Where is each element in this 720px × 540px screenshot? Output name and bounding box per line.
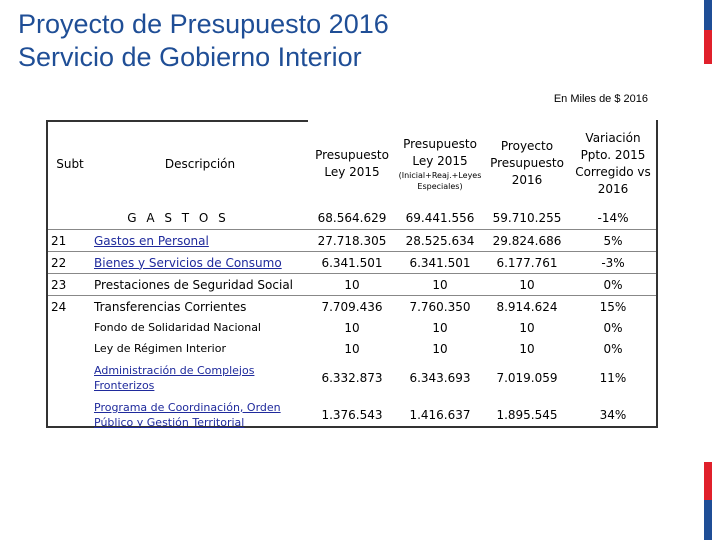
- subrow-desc-link[interactable]: Administración de Complejos Fronterizos: [94, 363, 255, 392]
- row-proyecto: 29.824.686: [484, 230, 570, 252]
- col-header-ley2015aj-line2: Ley 2015: [412, 153, 468, 168]
- col-header-variacion: [570, 121, 656, 206]
- col-header-ley2015-line2: Ley 2015: [324, 164, 380, 179]
- row-subt: 24: [51, 299, 67, 314]
- row-variacion: 15%: [599, 299, 627, 314]
- row-variacion: -3%: [570, 252, 656, 274]
- row-desc: Prestaciones de Seguridad Social: [92, 274, 308, 296]
- row-desc-link[interactable]: Bienes y Servicios de Consumo: [92, 252, 308, 274]
- row-desc-link[interactable]: Gastos en Personal: [92, 230, 308, 252]
- subrow-desc: Ley de Régimen Interior: [94, 342, 226, 355]
- col-header-ley2015-ajustado: [396, 121, 484, 206]
- col-header-proyecto-line2: Presupuesto: [490, 156, 564, 170]
- flag-stripe-blue-top: [704, 0, 712, 30]
- page-title: [18, 8, 389, 74]
- col-header-ley2015-line1: Presupuesto: [315, 147, 389, 162]
- table-row-total: [48, 206, 656, 230]
- subrow-proyecto: 7.019.059: [496, 370, 558, 385]
- col-header-var-line1: Variación: [585, 130, 641, 145]
- table-row: [48, 274, 656, 296]
- total-ley2015: 68.564.629: [308, 206, 396, 230]
- subrow-desc: Fondo de Solidaridad Nacional: [94, 321, 261, 334]
- subrow-ley2015: 10: [344, 341, 360, 356]
- subrow-desc-link[interactable]: Programa de Coordinación, Orden Público y Gestión Territorial: [94, 400, 281, 429]
- subrow-ley2015aj: 1.416.637: [409, 407, 471, 422]
- subrow-ley2015aj: 10: [432, 341, 448, 356]
- subrow-proyecto: 1.895.545: [496, 407, 558, 422]
- row-ley2015: 10: [308, 274, 396, 296]
- subrow-ley2015: 10: [344, 320, 360, 335]
- col-header-var-line3: Corregido vs: [575, 164, 651, 179]
- row-subt: 21: [48, 230, 92, 252]
- total-label: G A S T O S: [48, 206, 308, 230]
- table-subrow: [48, 359, 656, 396]
- table-subrow: [48, 396, 656, 433]
- subrow-subt-empty: [48, 396, 92, 433]
- table-header-row: [48, 121, 656, 206]
- subrow-subt-empty: [48, 359, 92, 396]
- row-proyecto: 6.177.761: [484, 252, 570, 274]
- total-variacion: -14%: [570, 206, 656, 230]
- subrow-ley2015aj: 6.343.693: [409, 370, 471, 385]
- row-proyecto: 10: [484, 274, 570, 296]
- subrow-proyecto: 10: [519, 320, 535, 335]
- row-ley2015: 7.709.436: [321, 299, 383, 314]
- row-ley2015aj: 6.341.501: [396, 252, 484, 274]
- col-header-desc: Descripción: [92, 121, 308, 206]
- subrow-variacion: 0%: [603, 320, 623, 335]
- subrow-proyecto: 10: [519, 341, 535, 356]
- col-header-ley2015aj-note: (Inicial+Reaj.+Leyes Especiales): [398, 170, 482, 191]
- table-subrow: [48, 338, 656, 359]
- unit-note: En Miles de $ 2016: [553, 93, 648, 105]
- row-ley2015aj: 7.760.350: [409, 299, 471, 314]
- row-desc: Transferencias Corrientes: [94, 299, 247, 314]
- table-subrow: [48, 317, 656, 338]
- subrow-ley2015aj: 10: [432, 320, 448, 335]
- table-row: [48, 230, 656, 252]
- subrow-variacion: 11%: [599, 370, 627, 385]
- title-line-1: Proyecto de Presupuesto 2016: [18, 9, 389, 39]
- col-header-var-line4: 2016: [597, 181, 629, 196]
- subrow-ley2015: 1.376.543: [321, 407, 383, 422]
- subrow-subt-empty: [48, 338, 92, 359]
- row-proyecto: 8.914.624: [496, 299, 558, 314]
- table-row: [48, 296, 656, 318]
- total-proyecto: 59.710.255: [484, 206, 570, 230]
- row-ley2015: 27.718.305: [308, 230, 396, 252]
- row-ley2015aj: 28.525.634: [396, 230, 484, 252]
- subrow-ley2015: 6.332.873: [321, 370, 383, 385]
- subrow-variacion: 0%: [603, 341, 623, 356]
- row-variacion: 0%: [570, 274, 656, 296]
- subrow-subt-empty: [48, 317, 92, 338]
- col-header-proyecto: [484, 121, 570, 206]
- table-row: [48, 252, 656, 274]
- row-ley2015aj: 10: [396, 274, 484, 296]
- subrow-variacion: 34%: [599, 407, 627, 422]
- col-header-subt: Subt: [48, 121, 92, 206]
- row-subt: 22: [48, 252, 92, 274]
- col-header-proyecto-line3: 2016: [511, 173, 543, 187]
- col-header-var-line2: Ppto. 2015: [580, 147, 646, 162]
- total-ley2015aj: 69.441.556: [396, 206, 484, 230]
- col-header-proyecto-line1: Proyecto: [500, 139, 554, 153]
- flag-stripe-red-top: [704, 30, 712, 64]
- row-variacion: 5%: [570, 230, 656, 252]
- budget-table: [48, 120, 656, 433]
- row-ley2015: 6.341.501: [308, 252, 396, 274]
- title-line-2: Servicio de Gobierno Interior: [18, 42, 362, 72]
- col-header-ley2015: [308, 121, 396, 206]
- flag-stripe-red-bottom: [704, 462, 712, 500]
- col-header-ley2015aj-line1: Presupuesto: [403, 136, 477, 151]
- budget-table-container: [46, 120, 658, 428]
- row-subt: 23: [48, 274, 92, 296]
- flag-stripe-blue-bottom: [704, 500, 712, 540]
